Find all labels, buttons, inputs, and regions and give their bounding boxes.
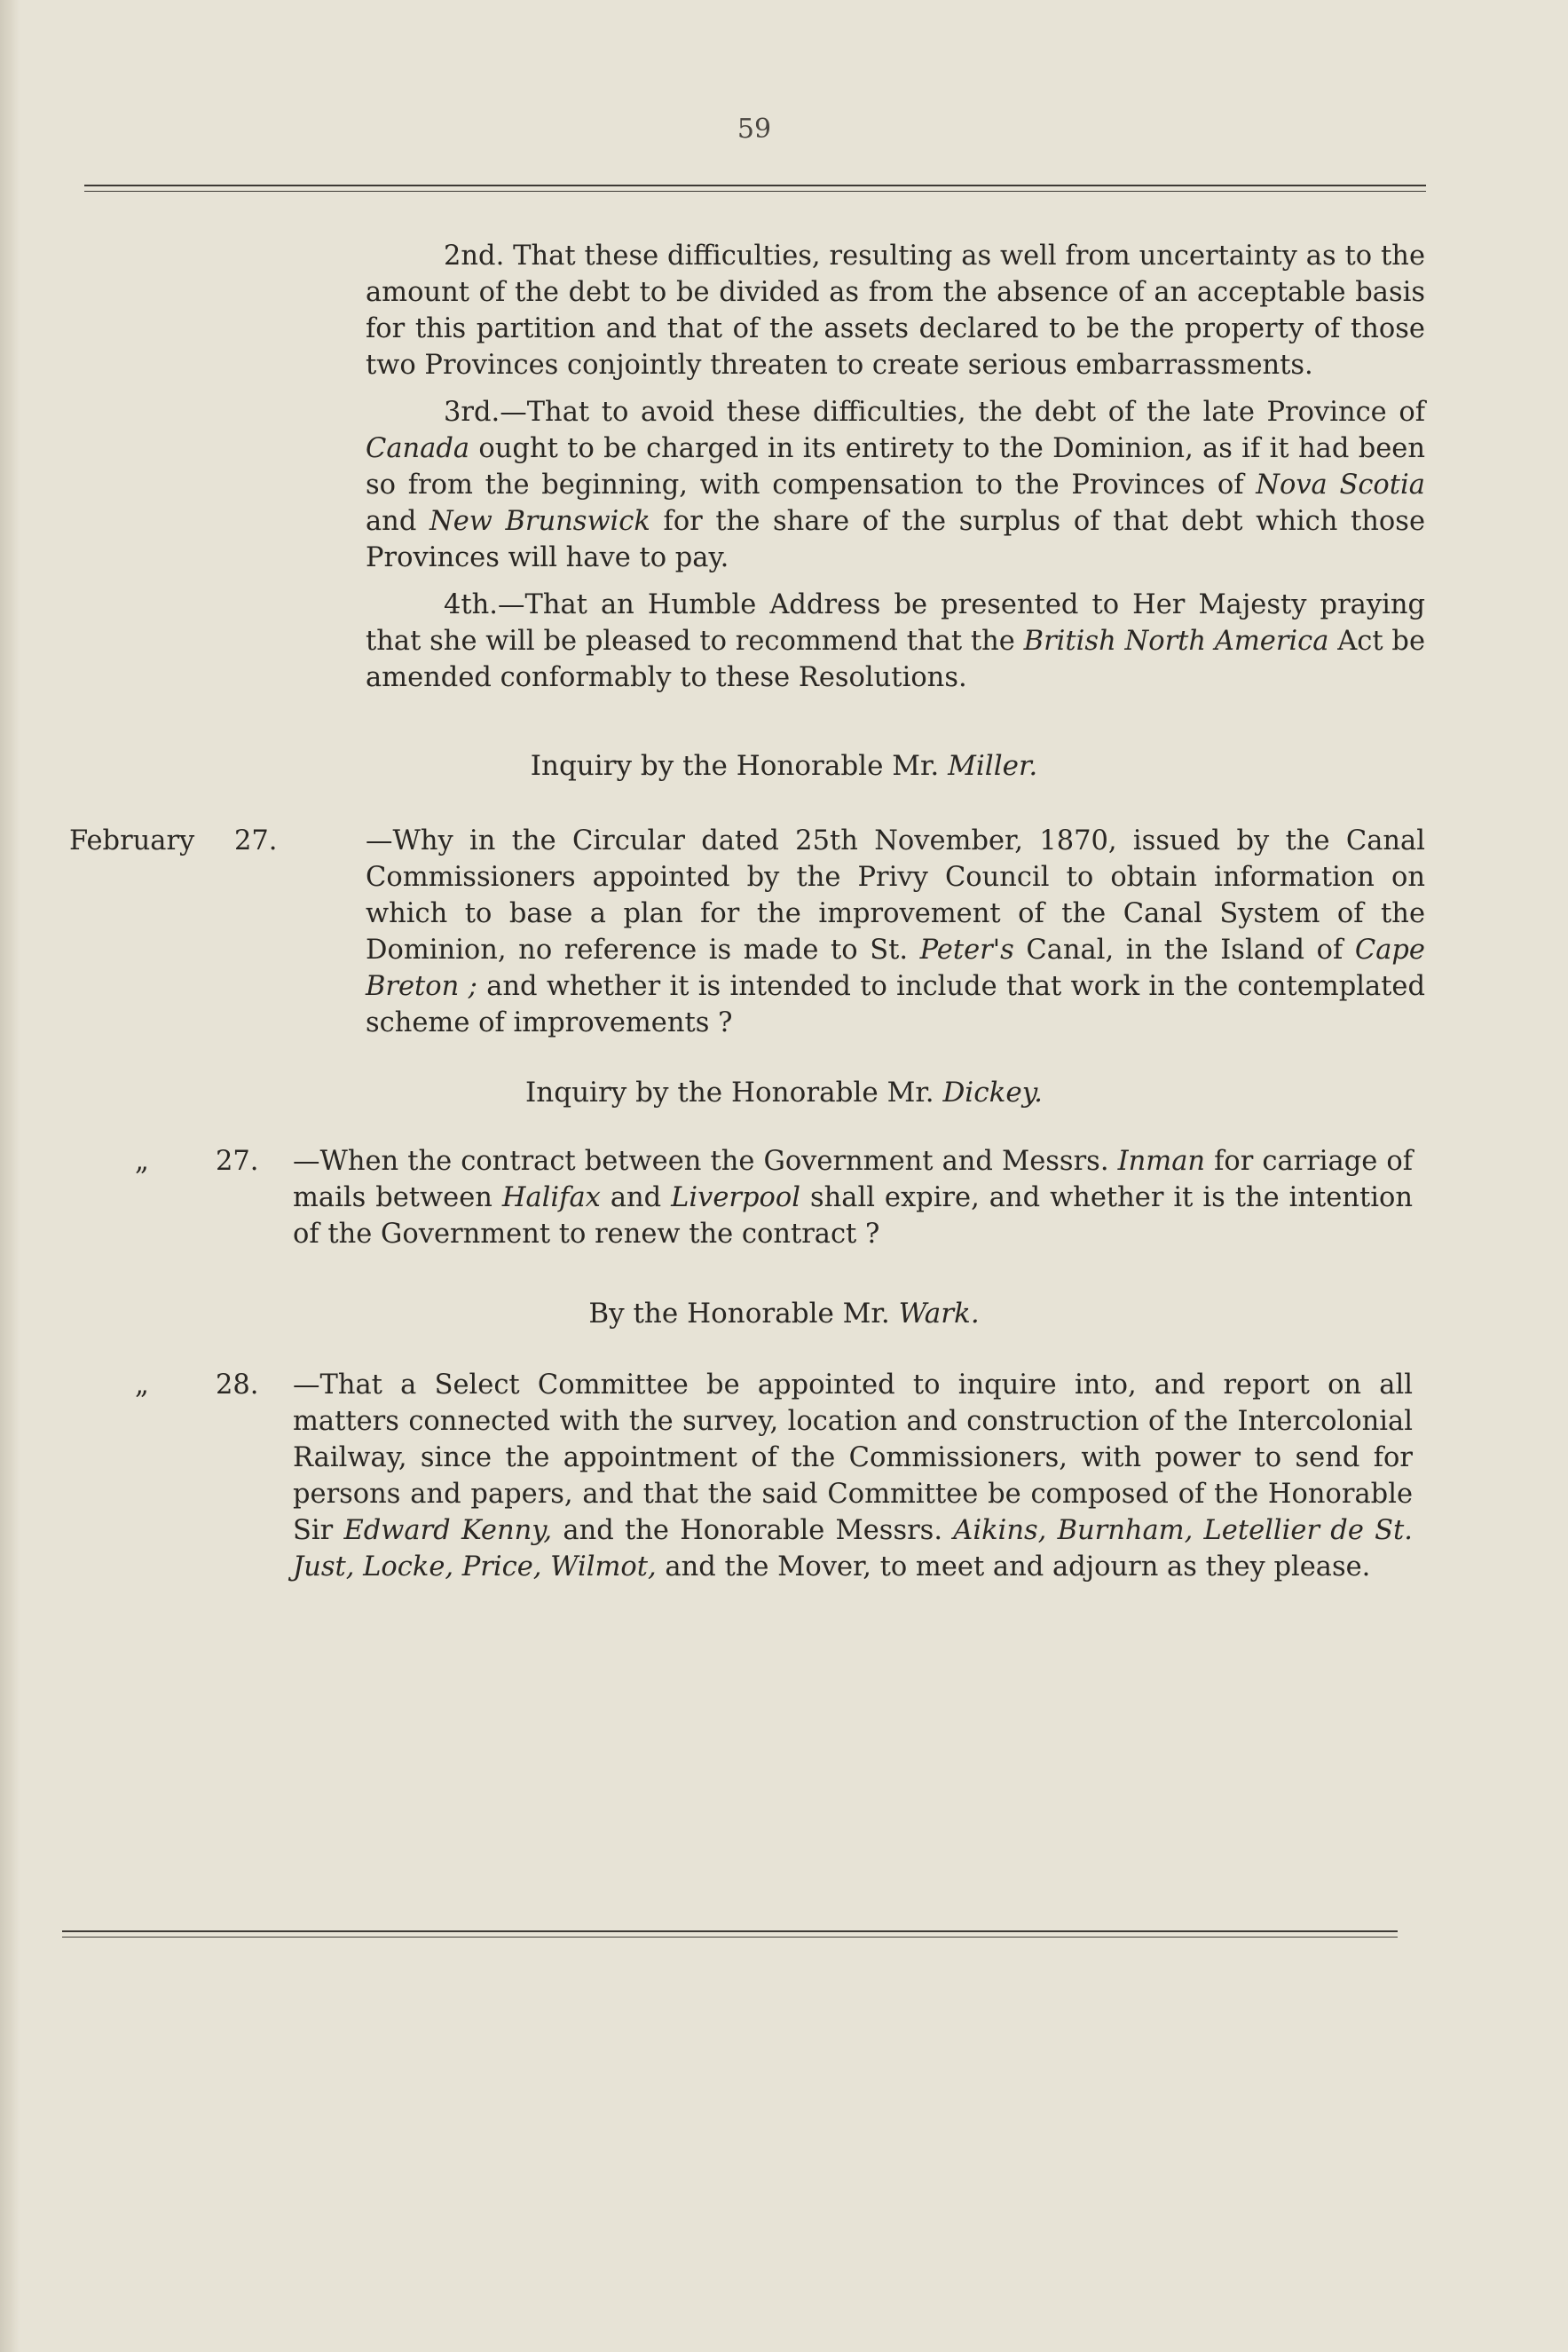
resolution-4th: 4th.—That an Humble Address be presented to Her Majesty praying that she will be pleased to recommend that the British North America Act be amended conformably to these Resolutions. xyxy=(366,589,1425,693)
place-name: New Brunswick xyxy=(429,506,650,537)
resolution-ordinal: 4th. xyxy=(444,589,498,620)
date-label: February xyxy=(69,825,195,856)
date-day: 27. xyxy=(234,825,278,856)
resolution-2nd xyxy=(366,238,1425,383)
person-name: Edward Kenny, xyxy=(343,1515,553,1546)
inquiry-heading-dickey: Inquiry by the Honorable Mr. Dickey. xyxy=(525,1077,1043,1109)
ditto-mark: „ xyxy=(135,1146,149,1177)
resolution-text: That these difficulties, resulting as well from uncertainty as to the amount of the debt to be divided as from the absence of an acceptable basis for this partition and that of the assets declared to be the property of those two Provinces conjointly threaten to create serious embarrassments. xyxy=(366,241,1425,381)
header-rule-top xyxy=(84,185,1426,186)
ditto-mark: „ xyxy=(135,1369,149,1401)
resolutions-block xyxy=(366,238,1425,696)
member-name: Miller. xyxy=(948,750,1038,782)
place-name: Nova Scotia xyxy=(1256,470,1425,501)
person-names: Aikins, Burnham, Letellier de St. Just, Locke, Price, Wilmot, xyxy=(293,1515,1413,1582)
place-name: Canada xyxy=(366,433,470,464)
place-name: Liverpool xyxy=(671,1182,801,1213)
resolution-ordinal: 2nd. xyxy=(444,241,505,272)
motion-text: —That a Select Committee be appointed to inquire into, and report on all matters connected with the survey, location and construction of the Intercolonial Railway, since the appointment of the Commissioners, with power to send for persons and papers, and that the said Committee be composed of the Honorable Sir Edward Kenny, and the Honorable Messrs. Aikins, Burnham, Letellier de St. Just, Locke, Price, Wilmot, and the Mover, to meet and adjourn as they please. xyxy=(293,1369,1413,1582)
motion-heading-wark: By the Honorable Mr. Wark. xyxy=(588,1298,980,1330)
place-name: Cape Breton ; xyxy=(366,935,1425,1002)
place-name: Peter's xyxy=(919,935,1014,966)
footer-rule-top xyxy=(62,1930,1398,1932)
member-name: Dickey. xyxy=(942,1077,1043,1109)
header-rule-bottom xyxy=(84,191,1426,192)
resolution-ordinal: 3rd. xyxy=(444,397,500,428)
inquiry-heading-miller: Inquiry by the Honorable Mr. Miller. xyxy=(530,750,1038,782)
date-day: 28. xyxy=(216,1369,259,1401)
page-number: 59 xyxy=(737,114,772,145)
inquiry-text: —When the contract between the Government and Messrs. Inman for carriage of mails between Halifax and Liverpool shall expire, and whether it is the intention of the Government to renew the contract ? xyxy=(293,1146,1413,1250)
inquiry-text: —Why in the Circular dated 25th November, 1870, issued by the Canal Commissioners appointed by the Privy Council to obtain information on which to base a plan for the improvement of the Canal System of the Dominion, no reference is made to St. Peter's Canal, in the Island of Cape Breton ; and whether it is intended to include that work in the contemplated scheme of improvements ? xyxy=(366,825,1425,1038)
resolution-3rd: 3rd.—That to avoid these difficulties, the debt of the late Province of Canada ought to be charged in its entirety to the Dominion, as if it had been so from the beginning, with compensation to the Provinces of Nova Scotia and New Brunswick for the share of the surplus of that debt which those Provinces will have to pay. xyxy=(366,397,1425,573)
date-day: 27. xyxy=(216,1146,259,1177)
place-name: Halifax xyxy=(501,1182,601,1213)
page-binding-edge xyxy=(0,0,20,2352)
footer-rule-bottom xyxy=(62,1937,1398,1938)
person-name: Inman xyxy=(1117,1146,1206,1177)
member-name: Wark. xyxy=(898,1298,980,1330)
act-name: British North America xyxy=(1023,626,1329,657)
